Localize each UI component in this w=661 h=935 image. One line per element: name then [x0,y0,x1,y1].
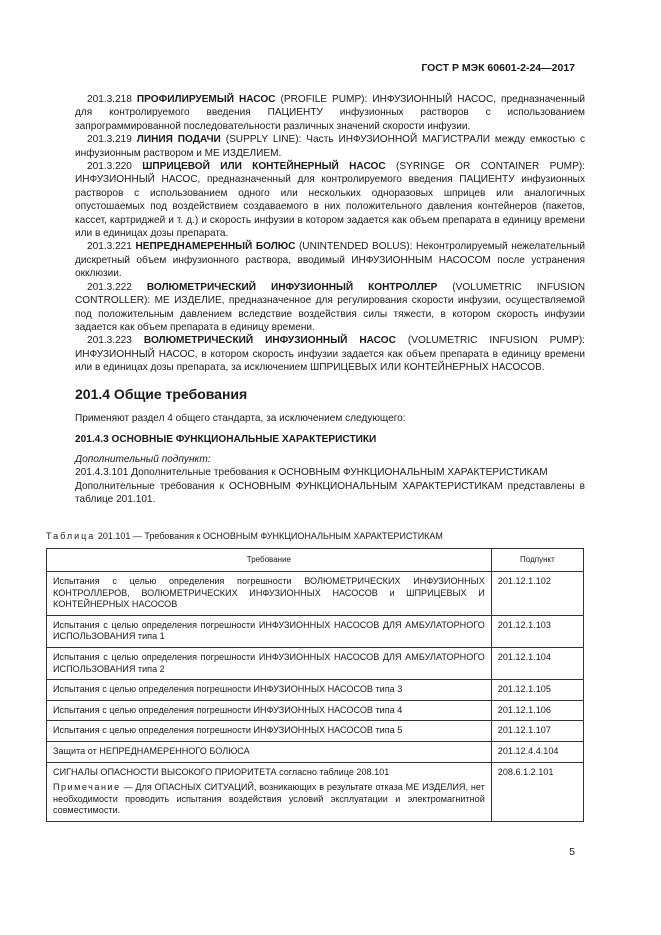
clause-title: 201.4.3.101 Дополнительные требования к ОСНОВНЫМ ФУНКЦИОНАЛЬНЫМ ХАРАКТЕРИСТИКАМ [75,467,548,479]
definition-body: (VOLUMETRIC INFUSION PUMP): ИНФУЗИОННЫЙ НАСОС, в котором скорость инфузии задается как объем препарата в единицу времени или в единицах дозы препарата, за исключением ШПРИЦЕВЫХ ИЛИ КОНТЕЙНЕРНЫХ НАСОСОВ. [75,335,585,374]
table-row [47,741,584,762]
header-requirement: Требование [47,549,492,572]
definition-item [75,281,585,335]
cell-requirement: Испытания с целью определения погрешности ИНФУЗИОННЫХ НАСОСОВ типа 5 [47,721,492,742]
table-row [47,762,584,821]
table-row [47,721,584,742]
table-row [47,615,584,647]
cell-clause: 201.12.1.104 [491,647,583,679]
section-title: 201.4 Общие требования [75,386,248,402]
definition-number: 201.3.222 [87,281,132,293]
table-caption [46,531,443,541]
cell-clause: 201.12.1.102 [491,572,583,616]
definition-item [75,240,585,280]
definition-number: 201.3.219 [87,134,132,146]
section-intro: Применяют раздел 4 общего стандарта, за исключением следующего: [75,413,406,424]
additional-label: Дополнительный подпункт: [75,453,211,465]
document-header: ГОСТ Р МЭК 60601-2-24—2017 [421,62,575,74]
table-header-row [47,549,584,572]
header-clause: Подпункт [491,549,583,572]
table-row [47,572,584,616]
definitions-block [75,93,585,375]
table-row [47,647,584,679]
cell-clause: 201.12.4.4.104 [491,741,583,762]
definition-term: ЛИНИЯ ПОДАЧИ [136,134,221,146]
cell-requirement: Испытания с целью определения погрешности ИНФУЗИОННЫХ НАСОСОВ ДЛЯ АМБУЛАТОРНОГО ИСПОЛЬЗОВАНИЯ типа 1 [47,615,492,647]
definition-term: НЕПРЕДНАМЕРЕННЫЙ БОЛЮС [135,241,296,253]
definition-item [75,160,585,240]
cell-requirement: Испытания с целью определения погрешности ИНФУЗИОННЫХ НАСОСОВ типа 4 [47,700,492,721]
note-label: Примечание [53,782,121,793]
definition-body: (UNINTENDED BOLUS): Неконтролируемый нежелательный дискретный объем инфузионного раствора, вводимый ИНФУЗИОННЫМ НАСОСОМ после устранения окклюзии. [75,241,585,280]
cell-clause: 201.12.1.103 [491,615,583,647]
definition-item [75,133,585,160]
table-row [47,700,584,721]
definition-item [75,334,585,374]
definition-number: 201.3.218 [87,94,132,105]
cell-requirement: Испытания с целью определения погрешности ИНФУЗИОННЫХ НАСОСОВ ДЛЯ АМБУЛАТОРНОГО ИСПОЛЬЗОВАНИЯ типа 2 [47,647,492,679]
cell-clause: 201.12.1.106 [491,700,583,721]
cell-clause: 201.12.1.105 [491,680,583,701]
subsection-heading: 201.4.3 ОСНОВНЫЕ ФУНКЦИОНАЛЬНЫЕ ХАРАКТЕРИСТИКИ [75,434,377,446]
page-number: 5 [569,846,575,858]
cell-clause: 208.6.1.2.101 [491,762,583,821]
table-caption-prefix: Таблица [46,531,96,541]
section-body [75,412,585,506]
definition-term: ВОЛЮМЕТРИЧЕСКИЙ ИНФУЗИОННЫЙ НАСОС [143,335,396,347]
requirements-table [46,548,584,822]
clause-text: Дополнительные требования к ОСНОВНЫМ ФУНКЦИОНАЛЬНЫМ ХАРАКТЕРИСТИКАМ представлены в таблице 201.101. [75,480,585,506]
definition-number: 201.3.220 [87,161,132,173]
definition-body: (SYRINGE OR CONTAINER PUMP): ИНФУЗИОННЫЙ НАСОС, предназначенный для контролируемого введения ПАЦИЕНТУ инфузионных растворов с использованием одного или нескольких одноразовых шприцев или аналогичных опустошаемых под воздействием создаваемого в них положительного давления контейнеров (пакетов, кассет, картриджей и т. д.) и скорость инфузии в котором задается как объем препарата в единицу времени или в единицах дозы препарата. [75,161,585,240]
definition-body: (PROFILE PUMP): ИНФУЗИОННЫЙ НАСОС, предназначенный для контролируемого введения ПАЦИЕНТУ инфузионных растворов с использованием запрограммированной последовательности различных значений скорости инфузии. [75,94,586,132]
table-caption-text: 201.101 — Требования к ОСНОВНЫМ ФУНКЦИОНАЛЬНЫМ ХАРАКТЕРИСТИКАМ [97,531,443,541]
table-row [47,680,584,701]
cell-requirement-with-note [47,762,492,821]
definition-body: (VOLUMETRIC INFUSION CONTROLLER): МЕ ИЗДЕЛИЕ, предназначенное для регулирования скорости инфузии, осуществляемой под положительным давлением вследствие воздействия силы тяжести, в котором скорость инфузии задается как объем препарата в единицу времени. [75,281,585,333]
definition-number: 201.3.223 [87,335,132,347]
cell-clause: 201.12.1.107 [491,721,583,742]
cell-requirement: Защита от НЕПРЕДНАМЕРЕННОГО БОЛЮСА [47,741,492,762]
definition-item [75,93,585,133]
definition-body: (SUPPLY LINE): Часть ИНФУЗИОННОЙ МАГИСТРАЛИ между емкостью с инфузионным раствором и МЕ ИЗДЕЛИЕМ. [75,134,585,159]
cell-requirement: СИГНАЛЫ ОПАСНОСТИ ВЫСОКОГО ПРИОРИТЕТА согласно таблице 208.101 [53,766,390,777]
definition-term: ШПРИЦЕВОЙ ИЛИ КОНТЕЙНЕРНЫЙ НАСОС [142,161,386,173]
cell-requirement: Испытания с целью определения погрешности ИНФУЗИОННЫХ НАСОСОВ типа 3 [47,680,492,701]
note-text: — Для ОПАСНЫХ СИТУАЦИЙ, возникающих в результате отказа МЕ ИЗДЕЛИЯ, нет необходимости проводить испытания воздействия условий эксплуатации и электромагнитной совместимости. [53,782,485,816]
definition-term: ВОЛЮМЕТРИЧЕСКИЙ ИНФУЗИОННЫЙ КОНТРОЛЛЕР [146,281,438,293]
definition-term: ПРОФИЛИРУЕМЫЙ НАСОС [136,94,276,105]
definition-number: 201.3.221 [87,241,132,253]
table-note [53,782,485,817]
cell-requirement: Испытания с целью определения погрешности ВОЛЮМЕТРИЧЕСКИХ ИНФУЗИОННЫХ КОНТРОЛЛЕРОВ, ВОЛЮМЕТРИЧЕСКИХ ИНФУЗИОННЫХ НАСОСОВ и ШПРИЦЕВЫХ И КОНТЕЙНЕРНЫХ НАСОСОВ [47,572,492,616]
